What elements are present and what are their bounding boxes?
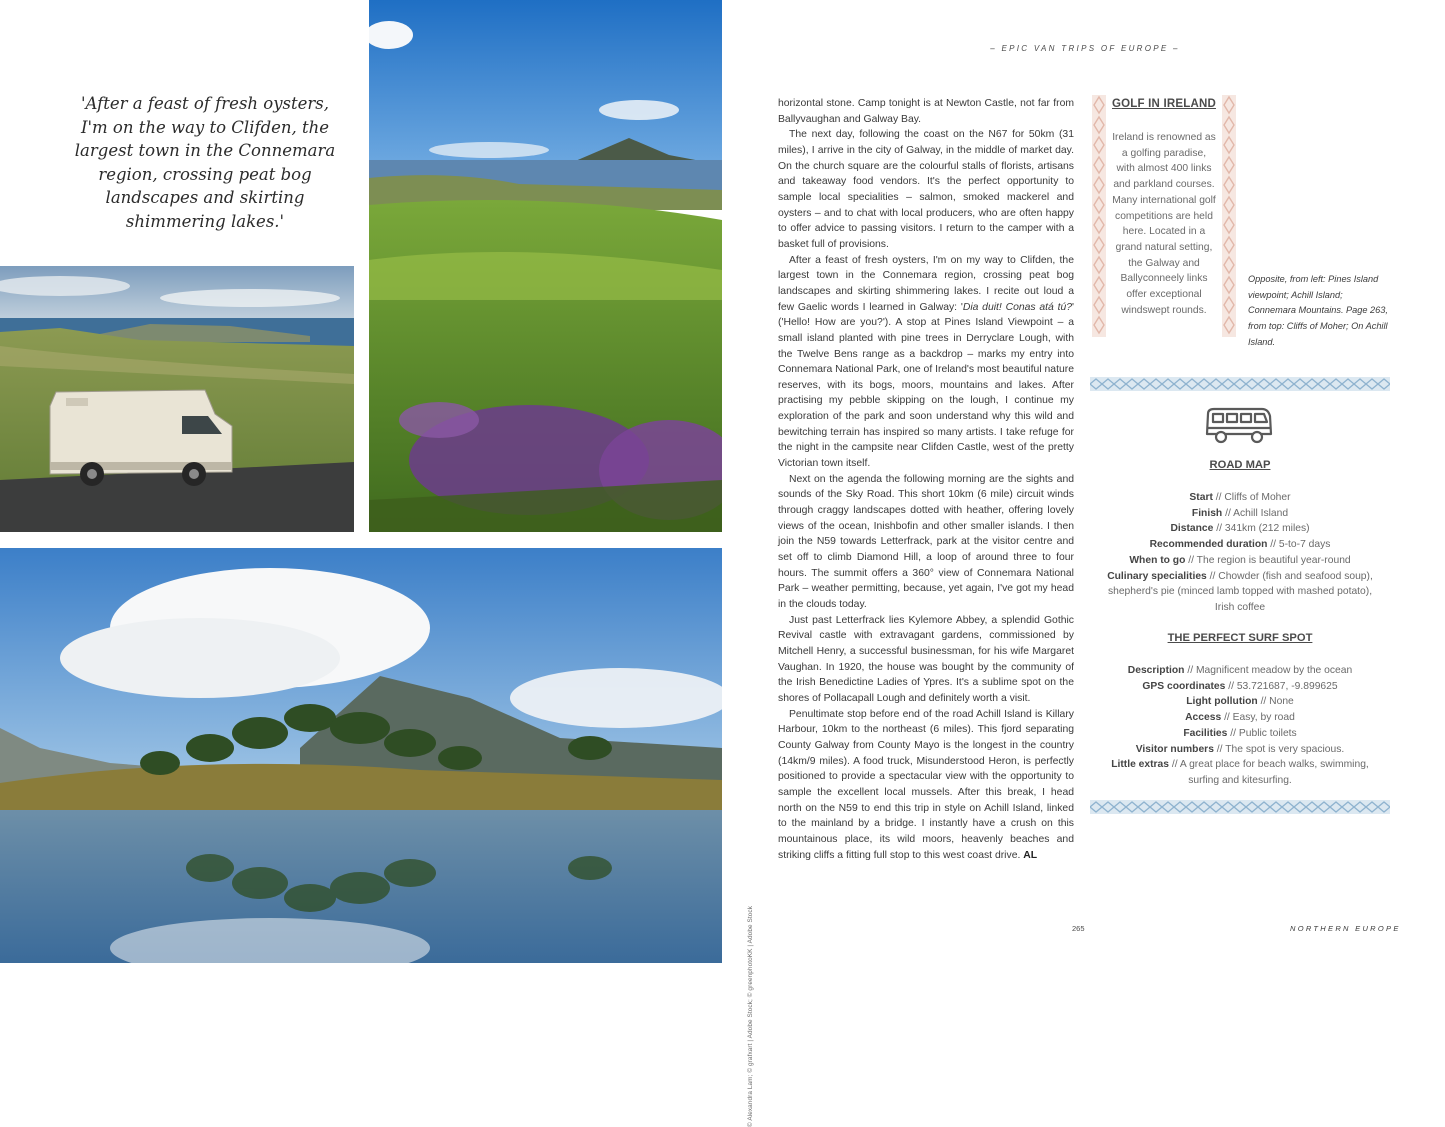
fact-value: Magnificent meadow by the ocean (1195, 665, 1353, 676)
photo-connemara-mountains (369, 0, 722, 532)
fact-row (1104, 569, 1376, 616)
fact-row (1104, 663, 1376, 679)
surf-spot-facts (1104, 663, 1376, 789)
road-map-facts (1104, 490, 1376, 616)
fact-value: Chowder (fish and seafood soup), shepherd's pie (minced lamb topped with mashed potato), Irish coffee (1107, 570, 1373, 613)
ornament-band-top (1090, 377, 1390, 391)
fact-label: Finish (1191, 507, 1223, 519)
separator: // (1270, 539, 1277, 551)
separator: // (1216, 523, 1222, 535)
article-paragraph (778, 707, 1074, 864)
photo-credit: © Alexandra Lam; © grafxart | Adobe Stock; © greenphotoKK | Adobe Stock (747, 906, 754, 1127)
running-head: – EPIC VAN TRIPS OF EUROPE – (990, 44, 1180, 53)
fact-label: Access (1185, 712, 1222, 724)
pull-quote: 'After a feast of fresh oysters, I'm on the way to Clifden, the largest town in the Connemara region, crossing peat bog landscapes and skirting shimmering lakes.' (74, 94, 336, 231)
fact-row (1104, 521, 1376, 537)
campervan-icon (1204, 406, 1274, 446)
fact-value: The spot is very spacious. (1225, 743, 1345, 755)
article-text: After a feast of fresh oysters, I'm on my way to Clifden, the largest town in the Connemara region, crossing peat bog landscapes and skirting shimmering lakes. I recite out loud a few Gaelic words I learned in Galway: ' (778, 254, 1074, 313)
fact-value: The region is beautiful year-round (1196, 554, 1351, 566)
fact-label: Visitor numbers (1135, 743, 1214, 755)
article-paragraph (778, 253, 1074, 472)
separator: // (1260, 696, 1267, 708)
fact-row (1104, 757, 1376, 788)
fact-value: 5-to-7 days (1278, 539, 1331, 551)
fact-label: Start (1189, 492, 1213, 503)
fact-value: Public toilets (1238, 727, 1297, 739)
irish-greeting: Dia duit! Conas atá tú? (962, 301, 1073, 313)
fact-label: Recommended duration (1149, 539, 1268, 551)
fact-value: Achill Island (1233, 507, 1289, 519)
fact-value: Cliffs of Moher (1224, 492, 1291, 503)
article-paragraph: Just past Letterfrack lies Kylemore Abbey, a splendid Gothic Revival castle with extravagant gardens, commissioned by Mitchell Henry, a successful businessman, for his wife Margaret Vaughan. In 1920, the house was bought by the community of the Irish Benedictine Ladies of Ypres. It's a sublime spot on the shores of Pollacapall Lough and definitely worth a visit. (778, 614, 1074, 704)
road-map-title: ROAD MAP (1209, 459, 1271, 471)
separator: // (1188, 554, 1194, 566)
article-text: Penultimate stop before end of the road Achill Island is Killary Harbour, 10km to the northeast (6 miles). This fjord separating County Galway from County Mayo is the longest in the country (14km/9 miles). A food truck, Misunderstood Heron, is perfectly positioned to provide a spectacular view with the opportunity to sample the excellent local mussels. After this break, I head north on the N59 to end this trip in style on Achill Island, linked to the mainland by a bridge. I instantly have a crush on this mountainous place, its wild moors, heavenly beaches and striking cliffs a fitting full stop to this west coast drive. (778, 708, 1074, 861)
separator: // (1230, 727, 1236, 739)
fact-row (1104, 553, 1376, 569)
fact-label: Distance (1170, 523, 1214, 535)
surf-spot-title: THE PERFECT SURF SPOT (1167, 632, 1313, 644)
fact-row (1104, 679, 1376, 695)
fact-value: A great place for beach walks, swimming, surfing and kitesurfing. (1179, 759, 1369, 786)
fact-label: Culinary specialities (1107, 570, 1207, 582)
article-body (778, 96, 1074, 863)
article-paragraph: Next on the agenda the following morning are the sights and sounds of the Sky Road. This short 10km (6 mile) circuit winds through craggy landscapes dotted with heather, offering lovely views of the ocean, Inishbofin and other smaller islands. I then join the N59 towards Letterfrack, park at the visitor centre and set off to climb Diamond Hill, a loop of around three to four hours. The summit offers a 360° view of Connemara National Park – weather permitting, because, yet again, I've got my head in the clouds today. (778, 473, 1074, 610)
section-name: NORTHERN EUROPE (1290, 924, 1401, 933)
fact-value: 341km (212 miles) (1224, 523, 1310, 535)
fact-label: Description (1127, 665, 1185, 676)
separator: // (1224, 712, 1230, 724)
photo-caption: Opposite, from left: Pines Island viewpoint; Achill Island; Connemara Mountains. Page 263, from top: Cliffs of Moher; On Achill Island. (1248, 274, 1388, 347)
fact-label: Facilities (1183, 727, 1228, 739)
article-paragraph: The next day, following the coast on the N67 for 50km (31 miles), I arrive in the city of Galway, in the middle of market day. On the church square are the colourful stalls of florists, artisans and takeaway food vendors. It's the perfect opportunity to sample local specialities – salmon, smoked mackerel and oysters – and to chat with local producers, who are often happy to offer advice to passing visitors. I return to the camper with a basket full of provisions. (778, 129, 1074, 250)
separator: // (1187, 665, 1194, 676)
fact-row (1104, 490, 1376, 506)
fact-row (1104, 726, 1376, 742)
article-text: ' ('Hello! How are you?'). A stop at Pines Island Viewpoint – a small island planted with pine trees in Derryclare Lough, with the Twelve Bens range as a backdrop – marks my entry into Connemara National Park, one of Ireland's most beautiful nature reserves, with its bogs, moors, mountains and lakes. After practising my pebble skipping on the lough, I continue my exploration of the park and soon understand why this wild and bewitching terrain has inspired so many artists. I take refuge for the night in the campsite near Clifden Castle, west of the pretty Victorian town itself. (778, 301, 1075, 470)
separator: // (1215, 492, 1222, 503)
fact-row (1104, 710, 1376, 726)
fact-row (1104, 537, 1376, 553)
photo-pines-island-viewpoint (0, 548, 722, 963)
fact-row (1104, 506, 1376, 522)
author-initials: AL (1023, 849, 1038, 861)
ornament-border-left (1092, 95, 1106, 337)
fact-row (1104, 694, 1376, 710)
separator: // (1171, 759, 1178, 771)
ornament-band-bottom (1090, 800, 1390, 814)
photo-van-on-achill-island (0, 266, 354, 532)
fact-value: 53.721687, -9.899625 (1236, 680, 1338, 692)
fact-label: GPS coordinates (1142, 680, 1226, 692)
golf-text: Ireland is renowned as a golfing paradise, with almost 400 links and parkland courses. Many international golf competitions are held here. Located in a grand natural setting, the Galway and Ballyconneely links offer exceptional windswept rounds. (1112, 132, 1216, 316)
fact-value: None (1269, 696, 1294, 708)
golf-sidebar (1092, 95, 1236, 337)
fact-row (1104, 742, 1376, 758)
golf-title: GOLF IN IRELAND (1112, 98, 1216, 110)
fact-value: Easy, by road (1232, 712, 1295, 724)
separator: // (1216, 743, 1223, 755)
fact-label: Light pollution (1186, 696, 1258, 708)
fact-label: Little extras (1111, 759, 1170, 771)
page-number: 265 (1072, 924, 1085, 933)
fact-label: When to go (1129, 554, 1186, 566)
ornament-border-right (1222, 95, 1236, 337)
separator: // (1228, 680, 1234, 692)
article-paragraph: horizontal stone. Camp tonight is at Newton Castle, not far from Ballyvaughan and Galway Bay. (778, 98, 1074, 125)
separator: // (1209, 570, 1216, 582)
separator: // (1225, 507, 1231, 519)
